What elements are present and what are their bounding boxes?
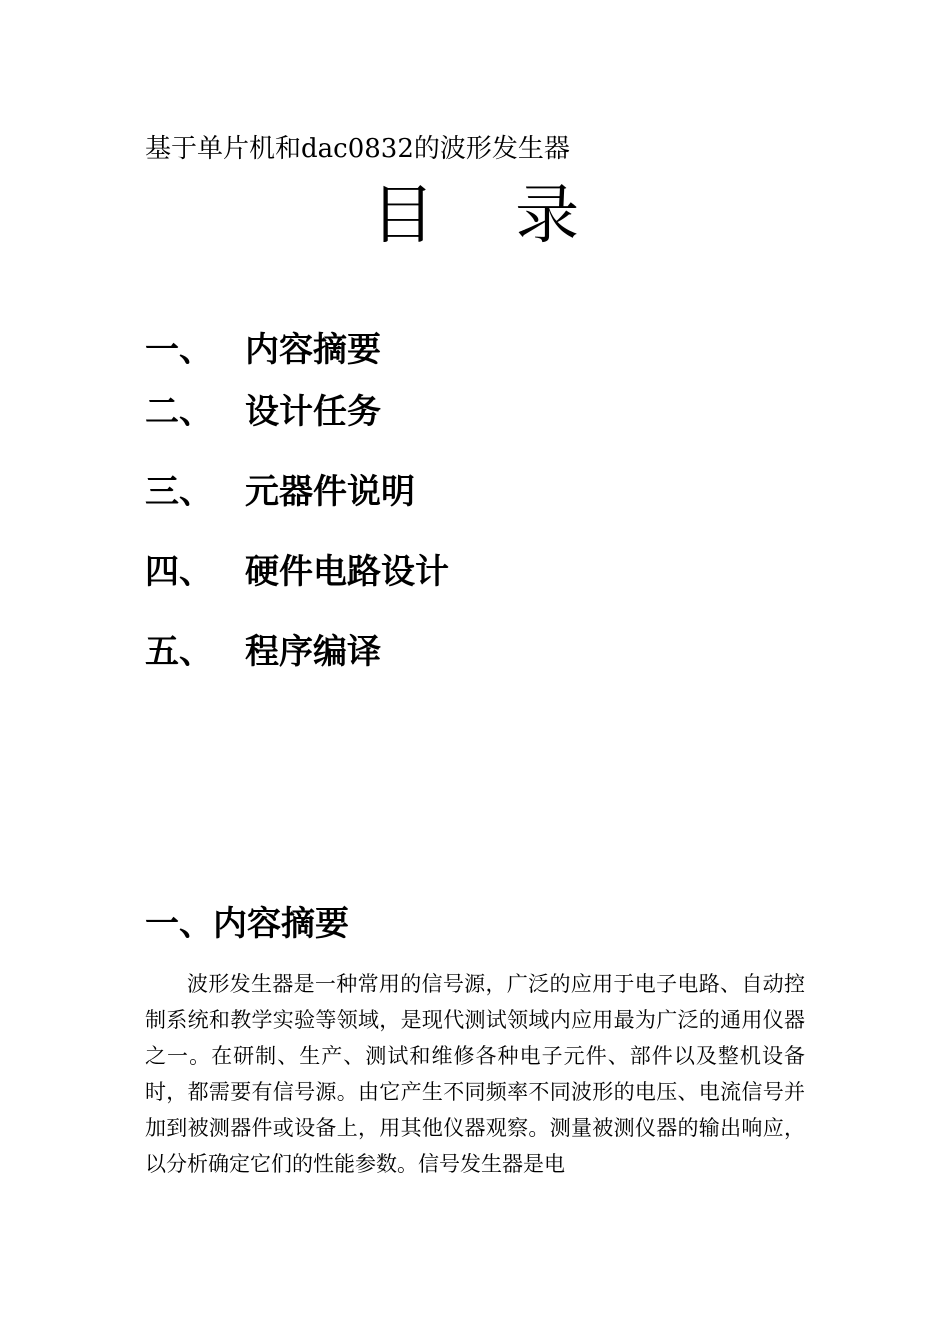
- toc-item-number: 三、: [145, 471, 213, 512]
- toc-item-label: 硬件电路设计: [245, 551, 449, 592]
- toc-item-number: 五、: [145, 631, 213, 672]
- toc-heading: 目 录: [370, 179, 610, 253]
- toc-item-design-task: [145, 384, 381, 432]
- toc-item-label: 程序编译: [245, 631, 381, 672]
- toc-item-programming: [145, 624, 381, 672]
- section-heading-summary: 一、内容摘要: [145, 904, 349, 944]
- toc-item-number: 二、: [145, 391, 213, 432]
- toc-item-label: 内容摘要: [245, 329, 381, 370]
- summary-paragraph: 波形发生器是一种常用的信号源，广泛的应用于电子电路、自动控制系统和教学实验等领域，是现代测试领域内应用最为广泛的通用仪器之一。在研制、生产、测试和维修各种电子元件、部件以及整机设备时，都需要有信号源。由它产生不同频率不同波形的电压、电流信号并加到被测器件或设备上，用其他仪器观察。测量被测仪器的输出响应，以分析确定它们的性能参数。信号发生器是电: [145, 972, 805, 1176]
- toc-item-label: 设计任务: [245, 391, 381, 432]
- toc-item-number: 四、: [145, 551, 213, 592]
- toc-item-number: 一、: [145, 329, 213, 370]
- toc-item-summary: [145, 322, 381, 370]
- toc-item-hardware-circuit: [145, 544, 449, 592]
- document-title: 基于单片机和dac0832的波形发生器: [145, 134, 570, 164]
- toc-item-label: 元器件说明: [245, 471, 415, 512]
- toc-item-components: [145, 464, 415, 512]
